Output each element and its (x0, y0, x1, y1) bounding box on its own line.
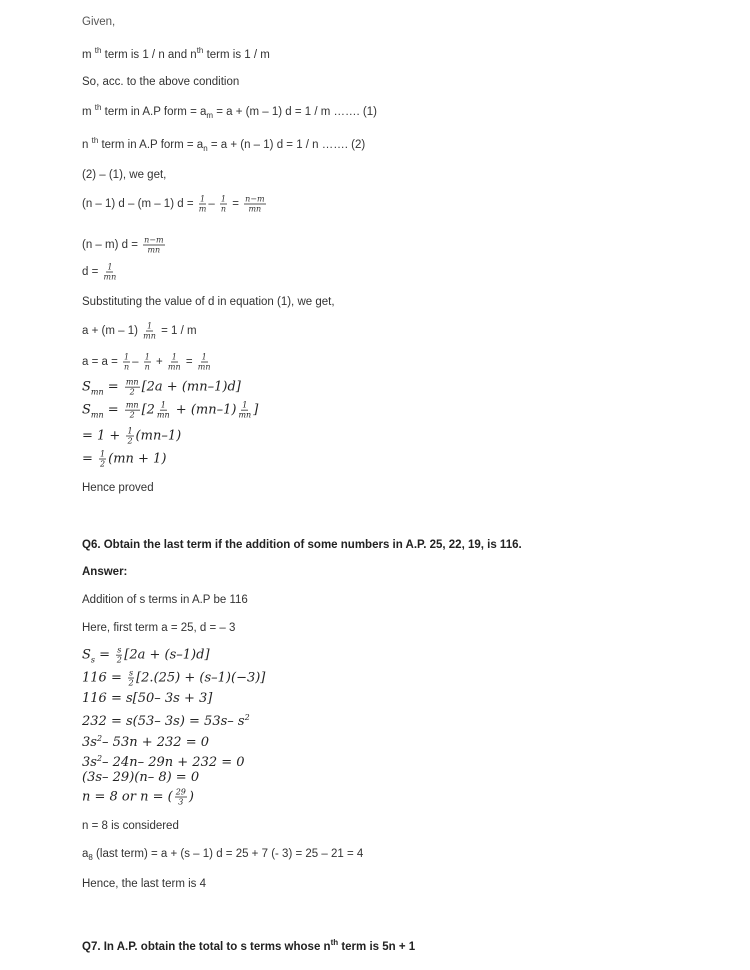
numerator: 1 (242, 400, 248, 410)
fraction (220, 195, 227, 214)
text-segment: (last term) = a + (s – 1) d = 25 + 7 (- 3) = 25 – 21 = 4 (92, 847, 364, 860)
text-segment: 116 = s[50– 3s + 3] (82, 691, 213, 706)
fraction (143, 236, 164, 255)
denominator: 3 (178, 797, 184, 807)
numerator: 1 (146, 321, 153, 331)
fraction (199, 195, 207, 214)
text-segment: – 53n + 232 = 0 (102, 735, 209, 751)
text-line (82, 846, 363, 866)
numerator: 29 (175, 787, 186, 797)
text-segment: a + (m – 1) (82, 325, 142, 338)
question-heading (82, 564, 127, 580)
text-segment: ) (188, 789, 194, 805)
numerator: 1 (127, 426, 133, 436)
text-segment: term is 5n + 1 (338, 940, 416, 953)
denominator: mn (197, 362, 211, 372)
text-segment: – (208, 198, 218, 211)
text-line (82, 74, 239, 90)
numerator: 1 (201, 352, 207, 362)
fraction (116, 646, 122, 665)
numerator: 1 (107, 262, 113, 272)
math-equation (82, 669, 265, 688)
text-segment: Addition of s terms in A.P be 116 (82, 594, 248, 606)
math-equation (82, 450, 166, 469)
math-equation (82, 691, 212, 707)
numerator: 1 (199, 194, 206, 204)
text-line (82, 818, 179, 834)
subscript: mn (90, 387, 104, 397)
text-line (82, 100, 377, 124)
subscript: m (206, 111, 214, 121)
text-segment: S (82, 379, 91, 395)
superscript: 2 (244, 712, 250, 722)
numerator: n−m (245, 194, 265, 204)
math-equation (82, 770, 199, 786)
denominator: n (123, 362, 130, 372)
text-segment: = 1 / m (157, 325, 197, 338)
math-equation (82, 427, 181, 446)
fraction (198, 353, 211, 372)
text-line (82, 167, 166, 183)
numerator: 1 (144, 352, 150, 362)
denominator: n (144, 362, 150, 372)
text-line (82, 480, 154, 496)
text-segment: n = 8 or n = ( (82, 789, 173, 805)
fraction (157, 401, 170, 420)
text-segment: term in A.P form = a (98, 138, 204, 151)
text-segment: 232 = s(53– 3s) = 53s– s (82, 714, 245, 730)
fraction (168, 353, 181, 372)
text-segment: n = 8 is considered (82, 820, 179, 832)
denominator: mn (167, 362, 181, 372)
denominator: mn (103, 272, 117, 282)
denominator: 2 (128, 678, 134, 688)
text-segment: Hence proved (82, 482, 154, 494)
fraction (104, 263, 117, 282)
numerator: mn (125, 400, 139, 410)
superscript: th (330, 938, 339, 948)
text-segment: term is 1 / m (203, 48, 270, 61)
text-segment: = (103, 402, 123, 418)
fraction (244, 195, 265, 214)
text-segment: [2.(25) + (s–1)(−3)] (136, 670, 266, 686)
denominator: 2 (116, 655, 122, 665)
numerator: 1 (100, 449, 106, 459)
text-segment: [2a + (mn–1)d] (141, 379, 241, 395)
text-segment: term is 1 / n and n (101, 48, 197, 61)
text-segment: (2) – (1), we get, (82, 169, 167, 181)
text-segment: = (103, 379, 123, 395)
question-heading (82, 935, 415, 955)
text-segment: [2 (141, 402, 155, 418)
text-segment: 3s (82, 755, 97, 771)
superscript: th (94, 102, 102, 112)
text-line (82, 133, 365, 157)
numerator: 1 (124, 352, 130, 362)
text-segment: S (82, 647, 91, 663)
text-line (82, 14, 115, 30)
text-segment: Here, first term a = 25, d = – 3 (82, 622, 236, 634)
text-segment: = (182, 356, 196, 369)
denominator: mn (238, 410, 252, 420)
denominator: 2 (129, 410, 135, 420)
subscript: 8 (88, 853, 93, 863)
denominator: 2 (129, 387, 135, 397)
fraction (123, 353, 130, 372)
math-equation (82, 751, 245, 771)
text-segment: (3s– 29)(n– 8) = 0 (82, 770, 200, 785)
text-segment: So, acc. to the above condition (82, 76, 240, 88)
denominator: 2 (100, 459, 106, 469)
denominator: n (220, 204, 227, 214)
text-segment: 116 = (82, 670, 126, 686)
denominator: 2 (127, 436, 133, 446)
text-line (82, 592, 248, 608)
superscript: th (91, 135, 99, 145)
superscript: 2 (96, 753, 103, 763)
superscript: th (94, 46, 102, 56)
subscript: mn (90, 410, 104, 420)
numerator: n−m (144, 235, 164, 245)
math-equation (82, 710, 250, 730)
text-line (82, 195, 268, 214)
text-segment: = (82, 451, 98, 467)
fraction (144, 353, 151, 372)
subscript: n (203, 144, 208, 154)
text-segment: = a + (n – 1) d = 1 / n ……. (2) (207, 138, 366, 151)
fraction (128, 669, 134, 688)
fraction (125, 401, 140, 420)
text-line (82, 43, 270, 63)
fraction (175, 788, 187, 807)
text-segment: + (152, 356, 166, 369)
numerator: 1 (220, 194, 227, 204)
fraction (126, 427, 133, 446)
subscript: s (90, 655, 96, 665)
math-equation (82, 378, 241, 401)
text-segment: m (82, 48, 95, 61)
denominator: m (198, 204, 207, 214)
text-segment: 3s (82, 735, 97, 751)
fraction (238, 401, 251, 420)
text-segment: (mn + 1) (108, 451, 167, 467)
question-heading (82, 537, 522, 553)
text-segment: ] (253, 402, 259, 418)
text-segment: (mn–1) (135, 428, 182, 444)
text-segment: Hence, the last term is 4 (82, 878, 206, 890)
numerator: s (117, 645, 122, 655)
text-segment: – (132, 356, 142, 369)
denominator: mn (143, 331, 156, 341)
text-segment: = 1 + (82, 428, 125, 444)
text-line (82, 876, 206, 892)
text-segment: – 24n– 29n + 232 = 0 (102, 755, 245, 771)
superscript: th (196, 46, 204, 56)
text-segment: = a + (m – 1) d = 1 / m ……. (1) (213, 105, 377, 118)
text-segment: Given, (82, 16, 116, 28)
text-segment: Substituting the value of d in equation (1), we get, (82, 296, 335, 308)
math-equation (82, 401, 258, 424)
text-segment: + (mn–1) (171, 402, 237, 418)
text-segment: Answer: (82, 566, 128, 578)
text-line (82, 353, 213, 372)
text-segment: (n – 1) d – (m – 1) d = (82, 198, 197, 211)
text-segment: a = a = (82, 356, 122, 369)
math-equation (82, 731, 209, 751)
numerator: s (128, 668, 134, 678)
text-segment: a (82, 847, 89, 860)
math-equation (82, 788, 194, 807)
superscript: 2 (96, 733, 103, 743)
text-line (82, 322, 197, 341)
denominator: mn (248, 204, 262, 214)
math-equation (82, 646, 210, 669)
fraction (125, 378, 140, 397)
text-line (82, 620, 235, 636)
text-segment: m (82, 105, 95, 118)
text-segment: d = (82, 266, 102, 279)
numerator: 1 (171, 352, 177, 362)
text-line (82, 236, 167, 255)
fraction (143, 322, 156, 341)
text-segment: term in A.P form = a (101, 105, 207, 118)
text-segment: S (82, 402, 91, 418)
fraction (99, 450, 106, 469)
denominator: mn (156, 410, 170, 420)
text-segment: Q7. In A.P. obtain the total to s terms whose n (82, 940, 331, 953)
numerator: mn (125, 377, 139, 387)
text-segment: = (229, 198, 243, 211)
numerator: 1 (160, 400, 166, 410)
text-segment: Q6. Obtain the last term if the addition of some numbers in A.P. 25, 22, 19, is 116. (82, 539, 522, 551)
denominator: mn (147, 245, 161, 255)
text-line (82, 294, 335, 310)
text-segment: (n – m) d = (82, 239, 142, 252)
text-segment: n (82, 138, 92, 151)
text-segment: [2a + (s–1)d] (124, 647, 210, 663)
text-segment: = (95, 647, 115, 663)
text-line (82, 263, 118, 282)
